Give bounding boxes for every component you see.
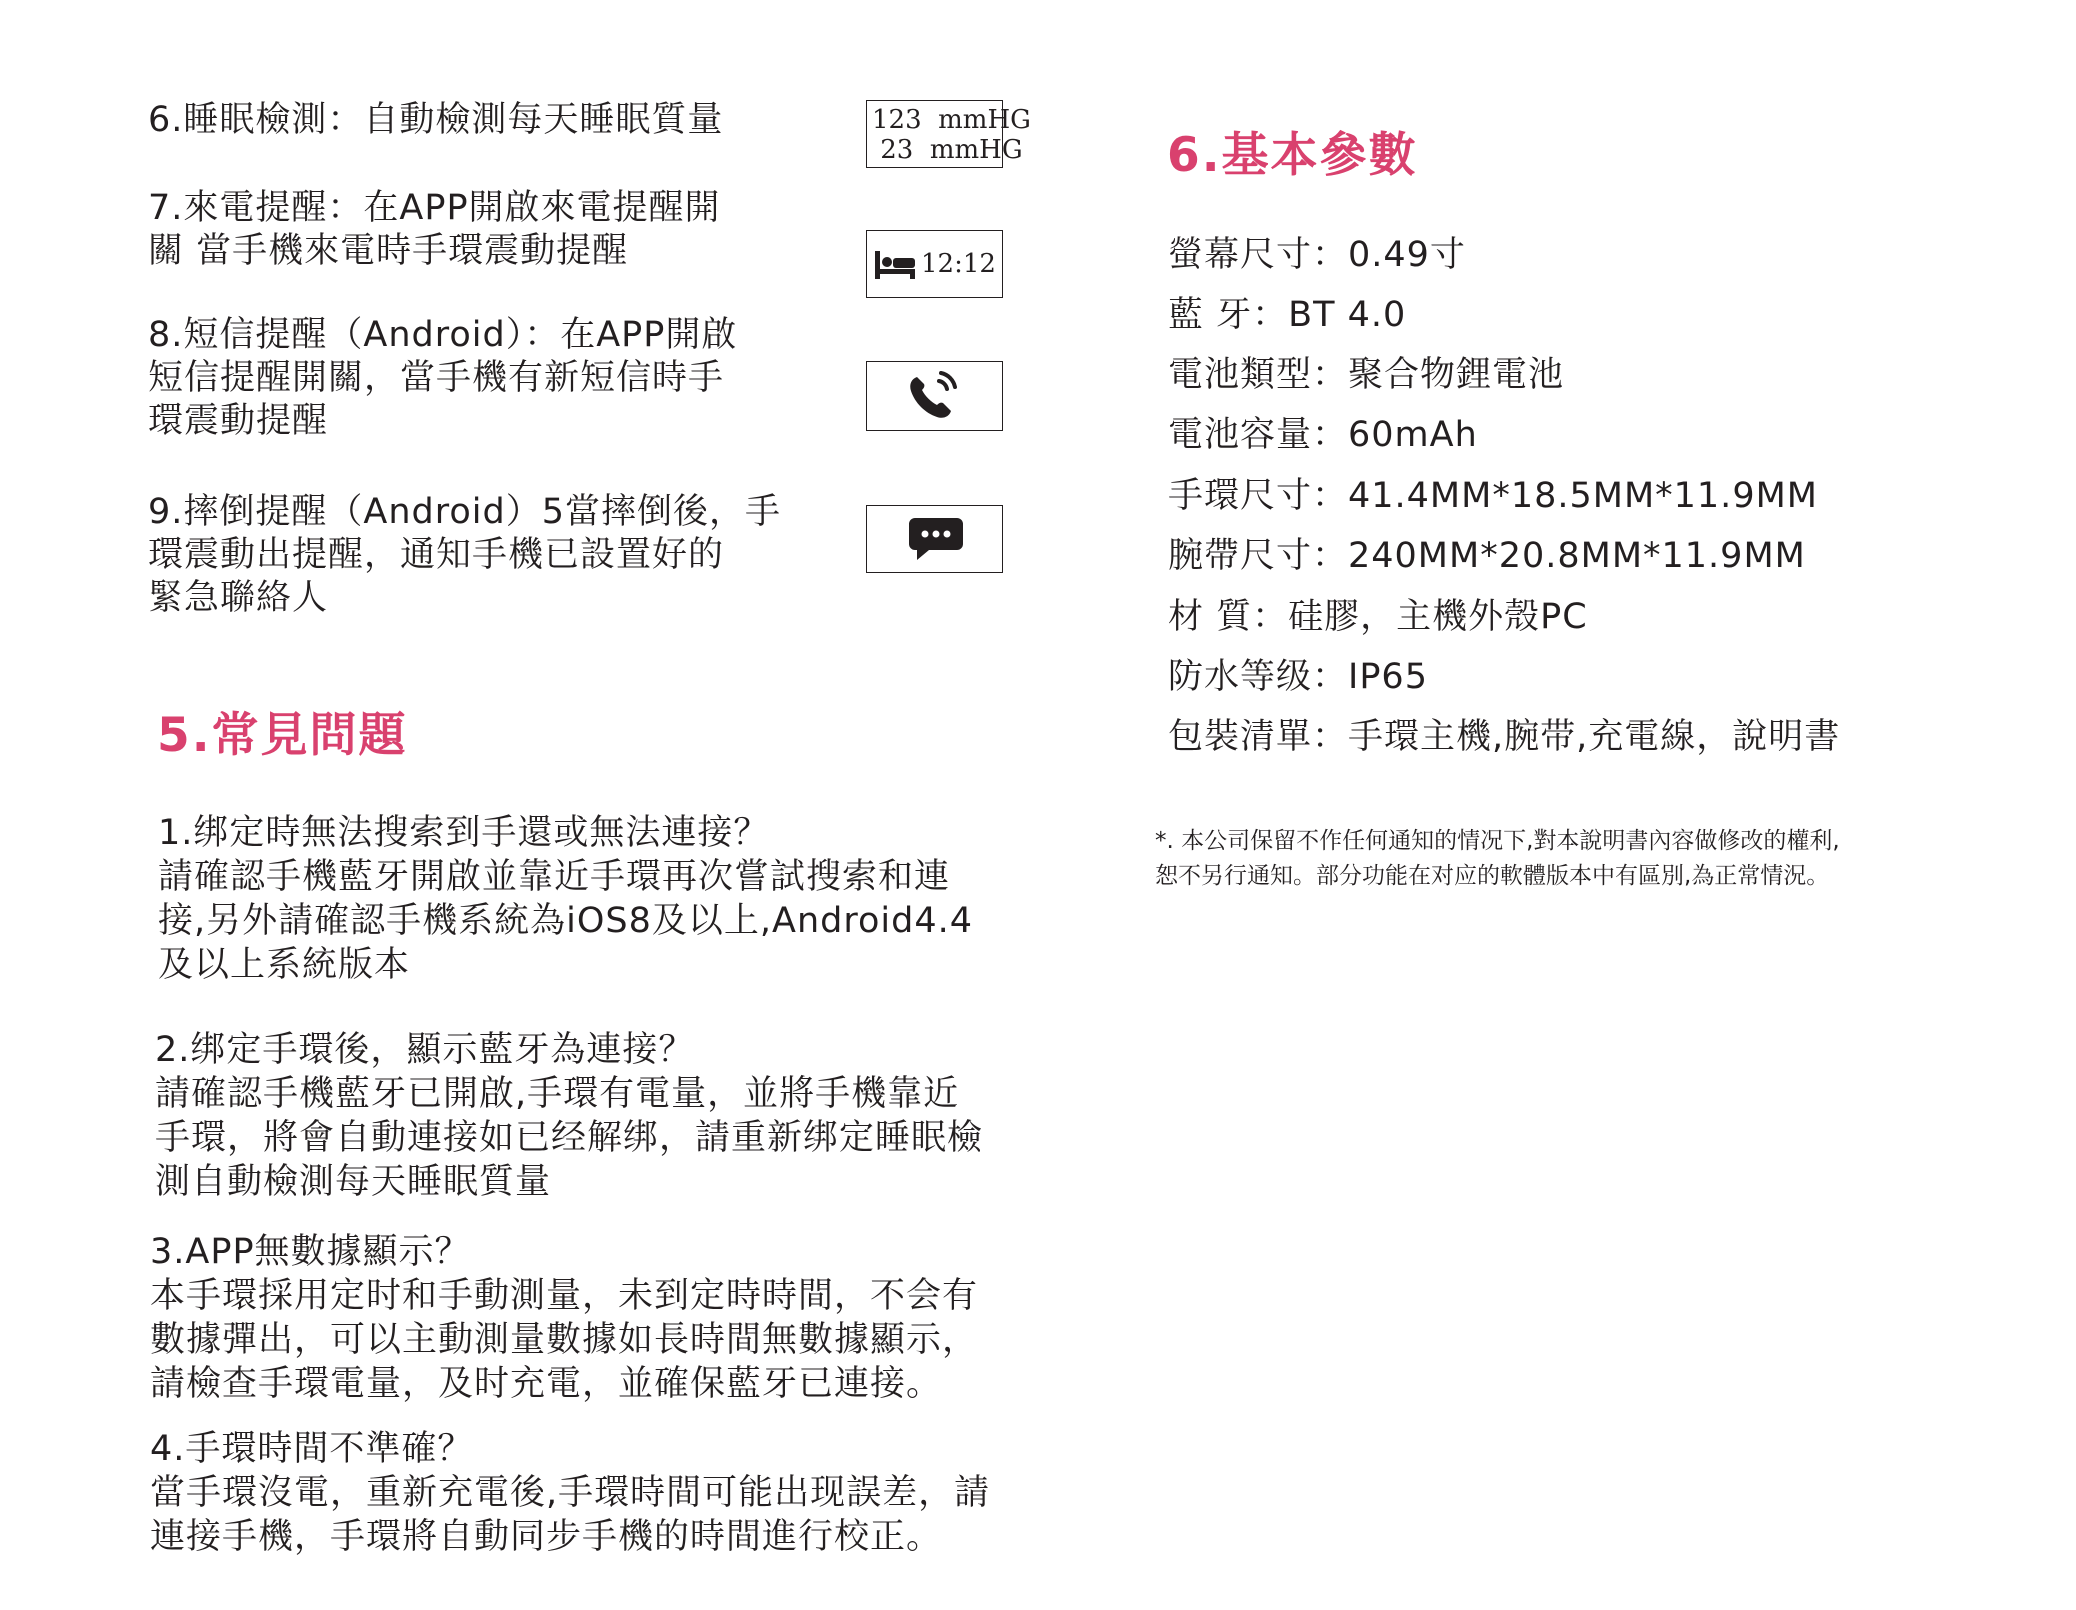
faq-2-line-4: 測自動檢測每天睡眠質量	[155, 1162, 552, 1202]
spec-band-size: 手環尺寸：41.4MM*18.5MM*11.9MM	[1168, 476, 1818, 516]
spec-material: 材 質：硅膠，主機外殼PC	[1168, 597, 1588, 637]
spec-strap-size: 腕帶尺寸：240MM*20.8MM*11.9MM	[1168, 536, 1806, 576]
faq-3-line-1: 3.APP無數據顯示？	[150, 1232, 471, 1272]
feature-9-line-2: 環震動出提醒，通知手機已設置好的	[148, 535, 725, 575]
faq-1-line-4: 及以上系統版本	[158, 945, 411, 985]
feature-7-line-1: 7.來電提醒：在APP開啟來電提醒開	[148, 188, 721, 228]
spec-screen-size: 螢幕尺寸：0.49寸	[1168, 235, 1466, 275]
chat-bubble-icon	[907, 516, 965, 564]
sleep-screen	[866, 230, 1003, 298]
feature-9-line-1: 9.摔倒提醒（Android）5當摔倒後，手	[148, 492, 781, 532]
call-screen	[866, 361, 1003, 431]
feature-6-line-1: 6.睡眠檢測：自動檢測每天睡眠質量	[148, 100, 724, 140]
faq-1-line-1: 1.绑定時無法搜索到手還或無法連接？	[158, 813, 770, 853]
faq-4-line-1: 4.手環時間不準確？	[150, 1429, 474, 1469]
faq-2-line-3: 手環，將會自動連接如已经解绑，請重新绑定睡眠檢	[155, 1118, 984, 1158]
feature-8-line-3: 環震動提醒	[148, 401, 329, 441]
faq-3-line-4: 請檢查手環電量，及时充電，並確保藍牙已連接。	[150, 1364, 943, 1404]
faq-3-line-3: 數據彈出，可以主動測量數據如長時間無數據顯示，	[150, 1320, 979, 1360]
blood-pressure-screen	[866, 100, 1031, 168]
faq-1-line-3: 接,另外請確認手機系統為iOS8及以上,Android4.4	[158, 901, 973, 941]
faq-2-line-2: 請確認手機藍牙已開啟,手環有電量，並將手機靠近	[155, 1074, 960, 1114]
spec-battery-capacity: 電池容量：60mAh	[1168, 415, 1478, 455]
faq-4-line-3: 連接手機，手環將自動同步手機的時間進行校正。	[150, 1517, 943, 1557]
blood-pressure-line-1: 123 mmHG	[872, 105, 1031, 135]
faq-4-line-2: 當手環沒電，重新充電後,手環時間可能出现誤差，請	[150, 1473, 991, 1513]
blood-pressure-line-2: 23 mmHG	[872, 135, 1023, 165]
specs-heading: 6.基本參數	[1167, 128, 1418, 183]
spec-waterproof: 防水等级：IP65	[1168, 657, 1428, 697]
disclaimer-line-2: 恕不另行通知。部分功能在对应的軟體版本中有區別,為正常情況。	[1155, 863, 1830, 889]
spec-battery-type: 電池類型：聚合物鋰電池	[1168, 355, 1565, 395]
disclaimer-line-1: *. 本公司保留不作任何通知的情况下,對本說明書內容做修改的權利,	[1155, 828, 1840, 854]
bed-icon	[873, 249, 917, 281]
feature-8-line-1: 8.短信提醒（Android）：在APP開啟	[148, 315, 738, 355]
phone-ringing-icon	[903, 369, 967, 425]
feature-7-line-2: 關 當手機來電時手環震動提醒	[148, 231, 629, 271]
feature-8-line-2: 短信提醒開關，當手機有新短信時手	[148, 358, 725, 398]
sleep-time: 12:12	[921, 249, 996, 279]
faq-heading: 5.常見問題	[157, 708, 408, 763]
spec-package-list: 包裝清單：手環主機,腕带,充電線，說明書	[1168, 717, 1841, 757]
message-screen	[866, 505, 1003, 573]
faq-3-line-2: 本手環採用定时和手動測量，未到定時時間，不会有	[150, 1276, 979, 1316]
faq-1-line-2: 請確認手機藍牙開啟並靠近手環再次嘗試搜索和連	[158, 857, 951, 897]
feature-9-line-3: 緊急聯絡人	[148, 578, 329, 618]
spec-bluetooth: 藍 牙：BT 4.0	[1168, 295, 1407, 335]
faq-2-line-1: 2.绑定手環後，顯示藍牙為連接？	[155, 1030, 695, 1070]
